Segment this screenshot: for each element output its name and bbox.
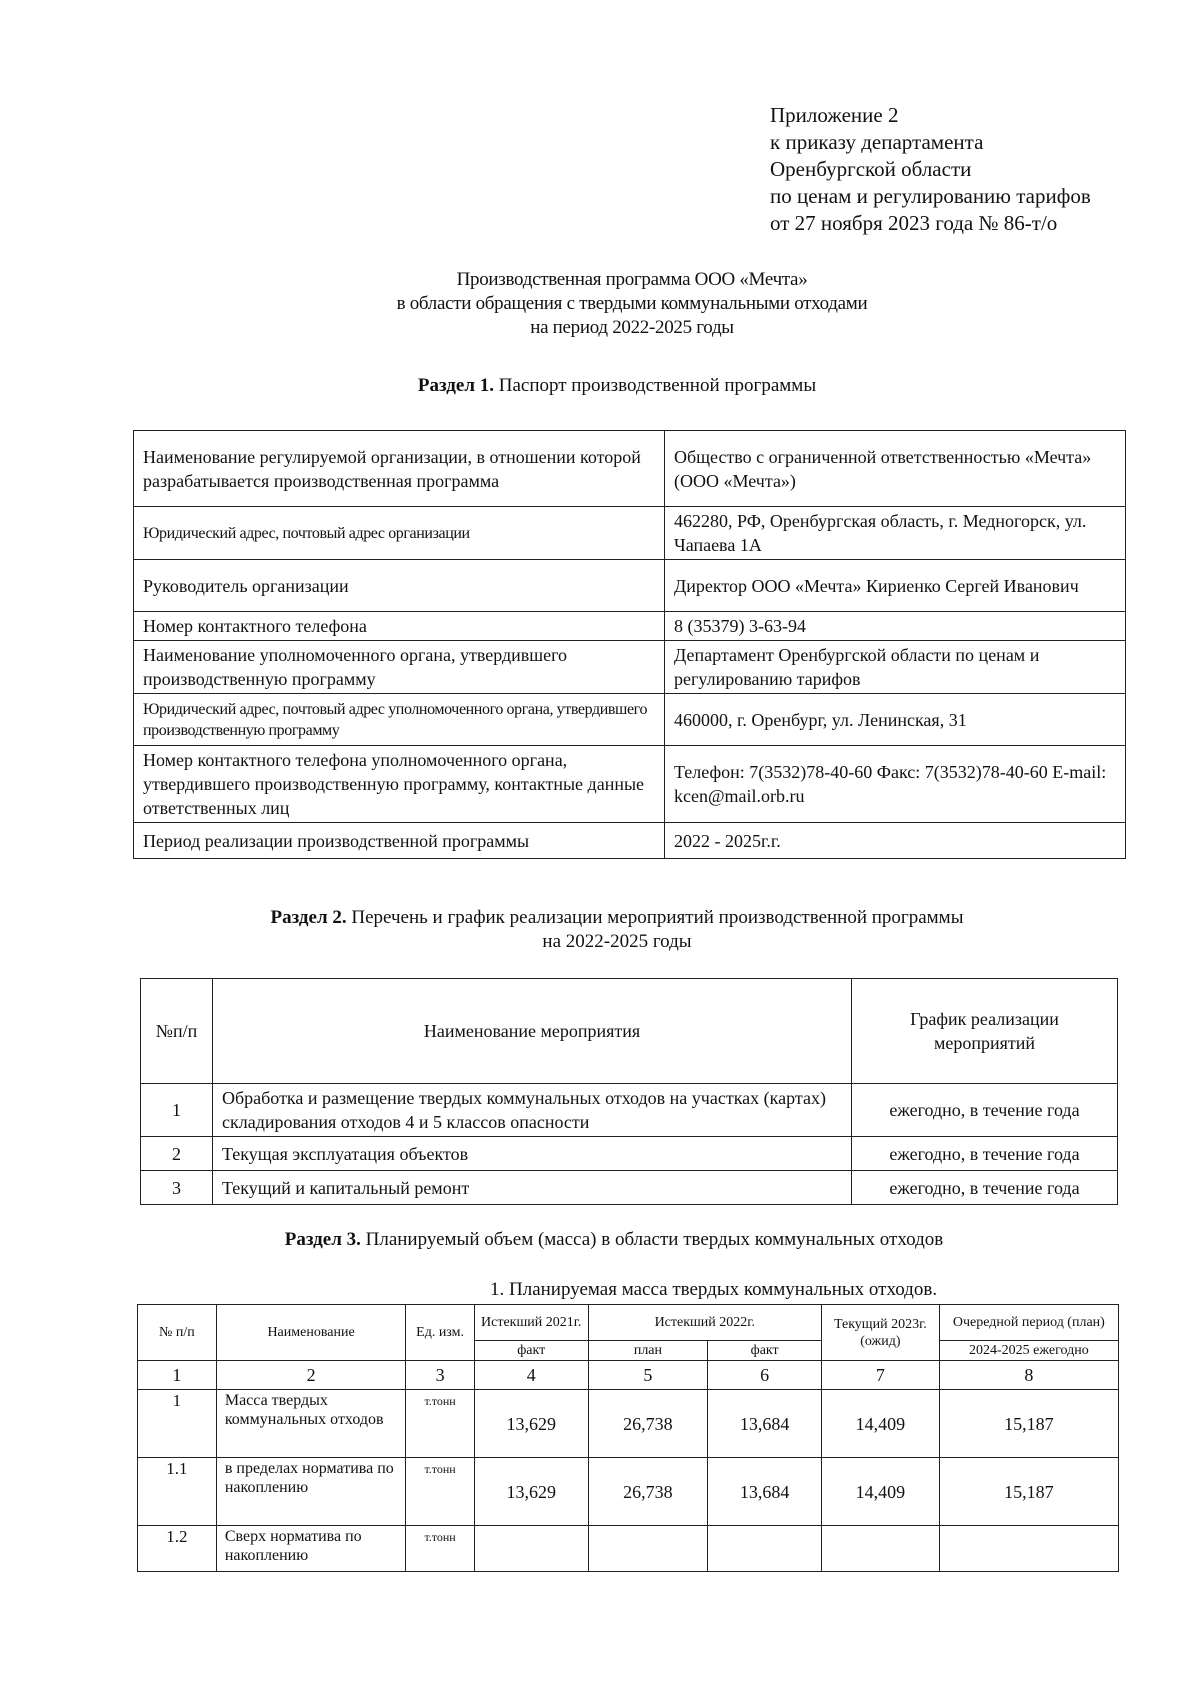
table-caption: 1. Планируемая масса твердых коммунальных отходов.: [490, 1279, 938, 1300]
passport-label: Юридический адрес, почтовый адрес уполномоченного органа, утвердившего производственную программу: [134, 694, 665, 746]
section3-title: Планируемый объем (масса) в области твердых коммунальных отходов: [365, 1229, 944, 1250]
col-index: 6: [708, 1361, 822, 1390]
passport-label: Наименование регулируемой организации, в отношении которой разрабатывается производственная программа: [134, 431, 665, 507]
header-schedule: График реализации мероприятий: [852, 979, 1118, 1084]
col-index: 1: [138, 1361, 217, 1390]
title-line: на период 2022-2025 годы: [530, 317, 734, 338]
header-name: Наименование: [216, 1305, 405, 1361]
row-num: 1.1: [138, 1458, 217, 1526]
table-row: [141, 1171, 1118, 1205]
passport-label: Номер контактного телефона: [134, 612, 665, 641]
row-name: в пределах норматива по накоплению: [216, 1458, 405, 1526]
activity-num: 1: [141, 1084, 213, 1137]
section2-title: Перечень и график реализации мероприятий производственной программы: [351, 907, 964, 928]
value-2022-plan: 26,738: [588, 1390, 708, 1458]
table-row: [134, 694, 1126, 746]
table-row: [134, 431, 1126, 507]
activities-table: [140, 978, 1118, 1205]
header-next-sub: 2024-2025 ежегодно: [939, 1341, 1118, 1361]
title-line: в области обращения с твердыми коммунальными отходами: [396, 293, 868, 314]
header-past-2022: Истекший 2022г.: [588, 1305, 821, 1341]
section2-label: Раздел 2.: [270, 907, 347, 928]
header-current-note: (ожид): [860, 1333, 901, 1349]
header-current-label: Текущий 2023г.: [833, 1316, 927, 1332]
passport-value: 2022 - 2025г.г.: [665, 823, 1126, 859]
table-row: [138, 1458, 1119, 1526]
passport-table: [133, 430, 1126, 859]
row-unit: т.тонн: [406, 1390, 475, 1458]
value-2023-expected: 14,409: [821, 1390, 939, 1458]
table-row: [134, 823, 1126, 859]
header-next-period: Очередной период (план): [939, 1305, 1118, 1341]
table-row: [141, 1084, 1118, 1137]
table-row: [134, 507, 1126, 560]
activity-num: 2: [141, 1137, 213, 1171]
activity-schedule: ежегодно, в течение года: [852, 1171, 1118, 1205]
value-2022-plan: 26,738: [588, 1458, 708, 1526]
passport-value: 8 (35379) 3-63-94: [665, 612, 1126, 641]
header-fact-2021: факт: [474, 1341, 588, 1361]
value-2021-fact: [474, 1526, 588, 1572]
col-index: 2: [216, 1361, 405, 1390]
activity-name: Текущий и капитальный ремонт: [213, 1171, 852, 1205]
value-2021-fact: 13,629: [474, 1458, 588, 1526]
col-index: 5: [588, 1361, 708, 1390]
passport-value: Общество с ограниченной ответственностью «Мечта» (ООО «Мечта»): [665, 431, 1126, 507]
passport-value: 462280, РФ, Оренбургская область, г. Медногорск, ул. Чапаева 1А: [665, 507, 1126, 560]
row-unit: т.тонн: [406, 1458, 475, 1526]
activity-name: Текущая эксплуатация объектов: [213, 1137, 852, 1171]
appendix-line: по ценам и регулированию тарифов: [770, 184, 1091, 208]
table-row: [134, 641, 1126, 694]
header-unit: Ед. изм.: [406, 1305, 475, 1361]
section2-heading: [0, 906, 1200, 954]
table-row: [138, 1526, 1119, 1572]
table-row: [138, 1390, 1119, 1458]
passport-label: Юридический адрес, почтовый адрес организации: [134, 507, 665, 560]
row-name: Масса твердых коммунальных отходов: [216, 1390, 405, 1458]
title-line: Производственная программа ООО «Мечта»: [456, 269, 808, 290]
value-2021-fact: 13,629: [474, 1390, 588, 1458]
header-plan-2022: план: [588, 1341, 708, 1361]
passport-value: 460000, г. Оренбург, ул. Ленинская, 31: [665, 694, 1126, 746]
row-num: 1: [138, 1390, 217, 1458]
section3-heading: [0, 1228, 1200, 1252]
value-2023-expected: [821, 1526, 939, 1572]
header-past-2021: Истекший 2021г.: [474, 1305, 588, 1341]
table-row: [141, 1137, 1118, 1171]
activity-name: Обработка и размещение твердых коммунальных отходов на участках (картах) складирования отходов 4 и 5 классов опасности: [213, 1084, 852, 1137]
activity-schedule: ежегодно, в течение года: [852, 1084, 1118, 1137]
value-2022-plan: [588, 1526, 708, 1572]
passport-label: Руководитель организации: [134, 560, 665, 612]
table-row: [134, 560, 1126, 612]
section3-label: Раздел 3.: [284, 1229, 361, 1250]
table-header-row: [141, 979, 1118, 1084]
table-row: [134, 612, 1126, 641]
appendix-line: Оренбургской области: [770, 157, 972, 181]
section1-heading: [0, 374, 1200, 398]
appendix-line: от 27 ноября 2023 года № 86-т/о: [770, 211, 1058, 235]
passport-label: Период реализации производственной программы: [134, 823, 665, 859]
document-title: [0, 268, 1200, 340]
section2-subtitle: на 2022-2025 годы: [542, 931, 692, 952]
column-index-row: [138, 1361, 1119, 1390]
waste-mass-table: [137, 1304, 1119, 1572]
value-next-period: 15,187: [939, 1390, 1118, 1458]
header-activity: Наименование мероприятия: [213, 979, 852, 1084]
passport-value: Департамент Оренбургской области по ценам и регулированию тарифов: [665, 641, 1126, 694]
passport-label: Номер контактного телефона уполномоченного органа, утвердившего производственную программу, контактные данные ответственных лиц: [134, 746, 665, 823]
appendix-header: [770, 102, 1091, 237]
value-next-period: 15,187: [939, 1458, 1118, 1526]
row-name: Сверх норматива по накоплению: [216, 1526, 405, 1572]
passport-value: Директор ООО «Мечта» Кириенко Сергей Иванович: [665, 560, 1126, 612]
activity-num: 3: [141, 1171, 213, 1205]
activity-schedule: ежегодно, в течение года: [852, 1137, 1118, 1171]
header-num: №п/п: [141, 979, 213, 1084]
section1-label: Раздел 1.: [417, 375, 494, 396]
table-row: [134, 746, 1126, 823]
passport-value: Телефон: 7(3532)78-40-60 Факс: 7(3532)78-40-60 E-mail: kcen@mail.orb.ru: [665, 746, 1126, 823]
row-num: 1.2: [138, 1526, 217, 1572]
col-index: 4: [474, 1361, 588, 1390]
col-index: 8: [939, 1361, 1118, 1390]
header-num: № п/п: [138, 1305, 217, 1361]
value-next-period: [939, 1526, 1118, 1572]
value-2022-fact: 13,684: [708, 1390, 822, 1458]
passport-label: Наименование уполномоченного органа, утвердившего производственную программу: [134, 641, 665, 694]
value-2022-fact: [708, 1526, 822, 1572]
row-unit: т.тонн: [406, 1526, 475, 1572]
section1-title: Паспорт производственной программы: [498, 375, 817, 396]
value-2023-expected: 14,409: [821, 1458, 939, 1526]
header-fact-2022: факт: [708, 1341, 822, 1361]
table-header-row: [138, 1305, 1119, 1341]
value-2022-fact: 13,684: [708, 1458, 822, 1526]
col-index: 3: [406, 1361, 475, 1390]
appendix-line: Приложение 2: [770, 103, 899, 127]
col-index: 7: [821, 1361, 939, 1390]
header-current-2023: [821, 1305, 939, 1361]
appendix-line: к приказу департамента: [770, 130, 984, 154]
